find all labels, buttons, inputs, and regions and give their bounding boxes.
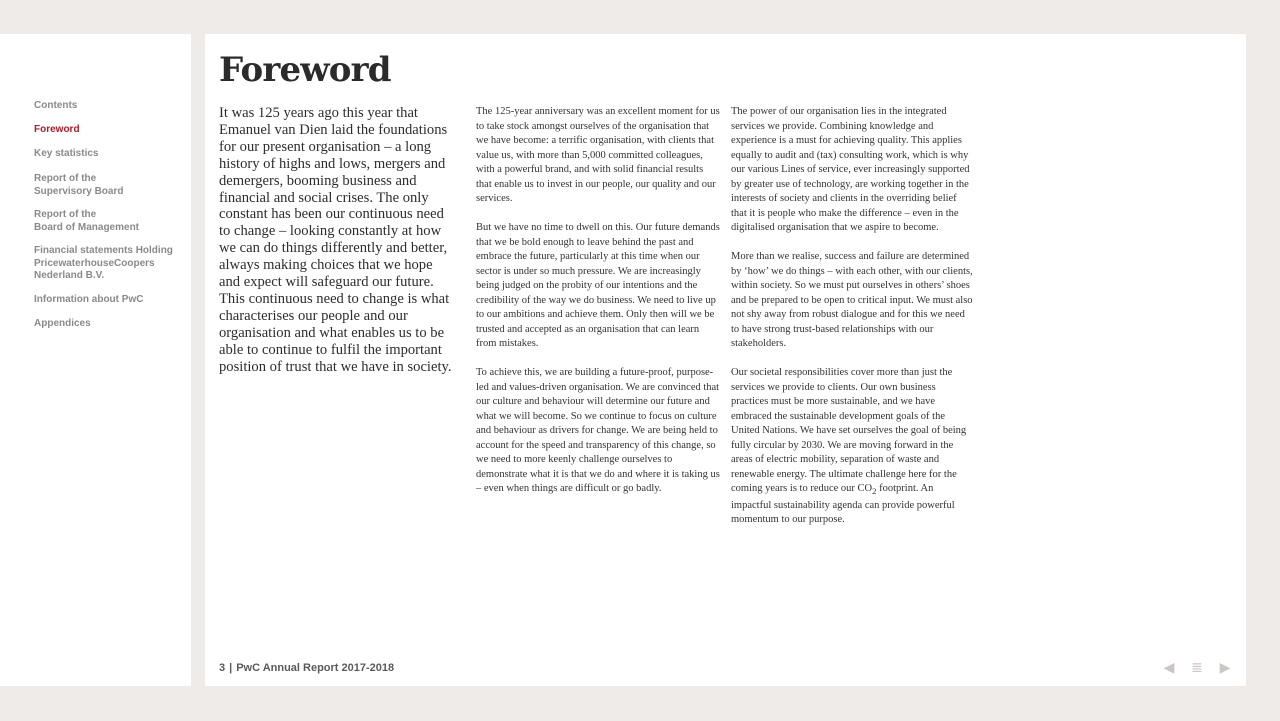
body-column-1 xyxy=(476,105,720,511)
nav-item-supervisory-board[interactable]: Report of the Supervisory Board xyxy=(34,173,124,197)
text-segment: footprint. An impactful sustainability agenda can provide powerful momentum to our purpose. xyxy=(731,483,955,526)
intro-paragraph: It was 125 years ago this year that Emanuel van Dien laid the foundations for our present organisation – a long history of highs and lows, mergers and demergers, booming business and financial and social crises. The only constant has been our continuous need to change – looking constantly at how we can do things differently and better, always making choices that we hope and expect will safeguard our future. This continuous need to change is what characterises our people and our organisation and what enables us to be able to continue to fulfil the important position of trust that we have in society. xyxy=(219,105,452,375)
body-paragraph: The power of our organisation lies in the integrated services we provide. Combining knowledge and experience is a must for achieving quality. This applies equally to audit and (tax) consulting work, which is why our various Lines of service, ever increasingly supported by greater use of technology, are working together in the interests of society and clients in the overriding belief that it is people who make the difference – even in the digitalised organisation that we aspire to become. xyxy=(731,106,970,233)
report-title: PwC Annual Report 2017-2018 xyxy=(236,662,395,674)
next-page-icon[interactable]: ▶ xyxy=(1219,660,1231,676)
page-footer xyxy=(219,662,394,674)
footer-separator: | xyxy=(229,662,233,674)
nav-item-financial-statements[interactable]: Financial statements Holding PricewaterhouseCoopers Nederland B.V. xyxy=(34,245,173,281)
nav-item-contents[interactable]: Contents xyxy=(34,100,78,111)
body-paragraph: The 125-year anniversary was an excellent moment for us to take stock amongst ourselves of the organisation that we have become: a terrific organisation, with clients that value us, with more than 5,000 committed colleagues, with a powerful brand, and with solid financial results that enable us to invest in our people, our quality and our services. xyxy=(476,106,720,204)
sidebar xyxy=(0,34,191,686)
page-navigation xyxy=(1160,660,1234,676)
text-segment: Our societal responsibilities cover more than just the services we provide to clients. Our own business practices must be more sustainable, and we have embraced the sustainable development goals of the United Nations. We have set ourselves the goal of being fully circular by 2030. We are moving forward in the areas of electric mobility, separation of waste and renewable energy. The ultimate challenge here for the coming years is to reduce our CO xyxy=(731,367,967,494)
nav-item-key-statistics[interactable]: Key statistics xyxy=(34,148,99,159)
nav-item-appendices[interactable]: Appendices xyxy=(34,318,91,329)
page-title: Foreword xyxy=(219,50,391,90)
body-paragraph: To achieve this, we are building a future-proof, purpose-led and values-driven organisation. We are convinced that our culture and behaviour will determine our future and what we will become. So we continue to focus on culture and behaviour as drivers for change. We are being held to account for the speed and transparency of this change, so we need to more keenly challenge ourselves to demonstrate what it is that we do and where it is taking us – even when things are difficult or go badly. xyxy=(476,367,720,494)
nav-item-foreword[interactable]: Foreword xyxy=(34,124,80,135)
previous-page-icon[interactable]: ◀ xyxy=(1163,660,1175,676)
subscript: 2 xyxy=(872,486,877,497)
body-paragraph: But we have no time to dwell on this. Our future demands that we be bold enough to leave behind the past and embrace the future, particularly at this time when our sector is under so much pressure. We are increasingly being judged on the probity of our intentions and the credibility of the way we do business. We need to live up to our ambitions and achieve them. Only then will we be trusted and accepted as an organisation that can learn from mistakes. xyxy=(476,222,720,349)
body-paragraph: More than we realise, success and failure are determined by ‘how’ we do things – with each other, with our clients, within society. So we must put ourselves in others’ shoes and be prepared to be open to critical input. We must also not shy away from robust dialogue and for this we need to have strong trust-based relationships with our stakeholders. xyxy=(731,251,973,349)
document-page xyxy=(205,34,1246,686)
page-number: 3 xyxy=(219,662,226,674)
body-column-2 xyxy=(731,105,975,542)
nav-item-board-of-management[interactable]: Report of the Board of Management xyxy=(34,209,140,233)
nav-item-information-about-pwc[interactable]: Information about PwC xyxy=(34,294,144,305)
menu-icon[interactable]: ≣ xyxy=(1191,660,1203,676)
body-paragraph-sustainability xyxy=(731,366,975,528)
